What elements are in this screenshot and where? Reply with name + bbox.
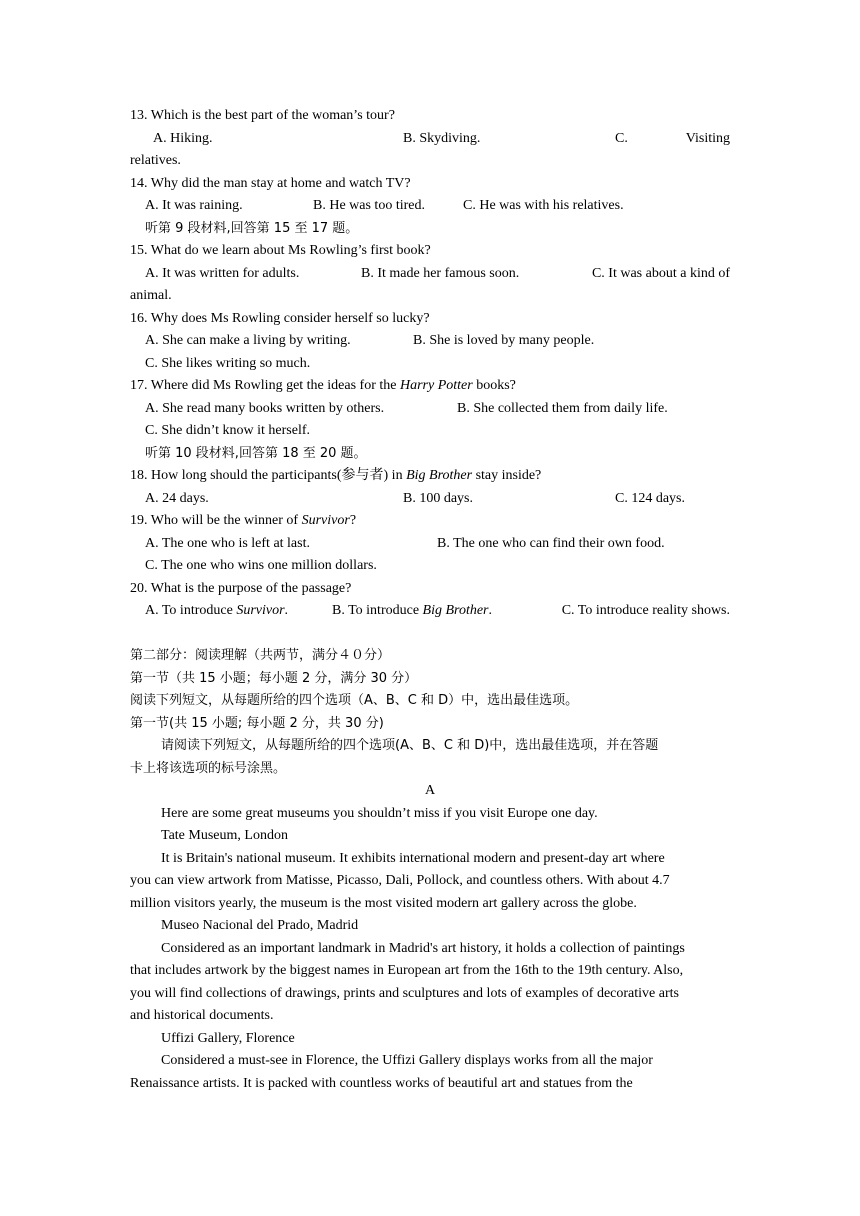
question-19-stem	[130, 510, 730, 533]
q20-a-end: .	[284, 603, 289, 618]
q16-option-b: B. She is loved by many people.	[413, 333, 595, 348]
museum-3-line-2: Renaissance artists. It is packed with countless works of beautiful art and statues from the	[130, 1075, 633, 1091]
museum-1-title: Tate Museum, London	[161, 828, 288, 843]
question-13-stem: 13. Which is the best part of the woman’s tour?	[130, 108, 395, 123]
question-20-options	[130, 600, 730, 623]
museum-3-line-1: Considered a must-see in Florence, the Uffizi Gallery displays works from all the major	[161, 1053, 653, 1068]
museum-2-line-4: and historical documents.	[130, 1008, 274, 1023]
q18-option-a: A. 24 days.	[145, 490, 209, 506]
q17-option-a: A. She read many books written by others.	[145, 400, 385, 416]
reading-instruction-2-line1: 请阅读下列短文，从每题所给的四个选项(A、B、C 和 D)中，选出最佳选项，并在答题	[161, 738, 659, 753]
q19-option-c: C. The one who wins one million dollars.	[145, 558, 377, 573]
question-17-options	[130, 398, 730, 421]
question-20-stem: 20. What is the purpose of the passage?	[130, 580, 352, 596]
q18-stem-end: stay inside?	[472, 468, 542, 483]
q18-option-b: B. 100 days.	[403, 490, 473, 506]
q20-option-c: C. To introduce reality shows.	[561, 603, 730, 618]
q15-option-c-cont: animal.	[130, 288, 172, 303]
section-10-instruction: 听第 10 段材料,回答第 18 至 20 题。	[145, 445, 367, 461]
q17-option-b: B. She collected them from daily life.	[457, 400, 668, 416]
q19-option-a: A. The one who is left at last.	[145, 535, 310, 551]
q14-option-a: A. It was raining.	[145, 198, 243, 213]
question-15-options	[130, 263, 730, 286]
q13-option-c-text: Visiting	[685, 130, 730, 146]
q20-b-text: B. To introduce	[332, 603, 423, 618]
q20-b-end: .	[488, 603, 493, 618]
passage-label: A	[424, 783, 436, 798]
section-9-instruction: 听第 9 段材料,回答第 15 至 17 题。	[145, 220, 359, 236]
q14-option-b: B. He was too tired.	[313, 198, 425, 213]
q19-stem-text: 19. Who will be the winner of	[130, 513, 302, 528]
q17-stem-end: books?	[472, 378, 516, 393]
q17-stem-text: 17. Where did Ms Rowling get the ideas for the	[130, 378, 400, 393]
reading-instruction-2-line2: 卡上将该选项的标号涂黑。	[130, 760, 287, 776]
passage-intro: Here are some great museums you shouldn’t miss if you visit Europe one day.	[161, 805, 598, 821]
museum-1-line-3: million visitors yearly, the museum is the most visited modern art gallery across the globe.	[130, 895, 637, 911]
q13-option-c-letter: C.	[615, 130, 628, 146]
q20-option-b	[332, 600, 492, 623]
question-14-stem: 14. Why did the man stay at home and watch TV?	[130, 175, 411, 191]
museum-2-line-1: Considered as an important landmark in Madrid's art history, it holds a collection of paintings	[161, 940, 685, 956]
q20-b-title: Big Brother	[422, 603, 489, 618]
q16-option-a: A. She can make a living by writing.	[145, 333, 351, 348]
q16-option-c: C. She likes writing so much.	[145, 355, 311, 371]
museum-2-line-2: that includes artwork by the biggest names in European art from the 16th to the 19th century. Also,	[130, 963, 684, 978]
question-18-stem	[130, 465, 730, 488]
q19-stem-end: ?	[349, 513, 357, 528]
q14-option-c: C. He was with his relatives.	[463, 198, 624, 213]
q20-option-a	[145, 603, 288, 618]
section-one-heading-alt: 第一节(共 15 小题; 每小题 2 分，共 30 分)	[130, 715, 384, 731]
question-16-options	[130, 330, 730, 353]
reading-instruction: 阅读下列短文，从每题所给的四个选项（A、B、C 和 D）中，选出最佳选项。	[130, 693, 579, 708]
q17-stem-title: Harry Potter	[399, 378, 473, 393]
museum-2-line-3: you will find collections of drawings, prints and sculptures and lots of examples of decorative arts	[130, 985, 679, 1001]
question-15-stem: 15. What do we learn about Ms Rowling’s first book?	[130, 243, 431, 258]
q18-option-c: C. 124 days.	[615, 490, 685, 506]
part-two-title: 第二部分：阅读理解（共两节，满分４０分）	[130, 648, 391, 663]
question-13-options	[130, 128, 730, 151]
q18-stem-text: 18. How long should the participants(参与者) in	[130, 468, 407, 483]
q19-stem-title: Survivor	[301, 513, 350, 528]
q13-option-a: A. Hiking.	[153, 130, 213, 146]
document-page	[130, 105, 730, 1095]
q20-a-text: A. To introduce	[145, 603, 237, 618]
q18-stem-title: Big Brother	[406, 468, 473, 483]
spacer	[130, 623, 730, 646]
q13-option-c-cont: relatives.	[130, 153, 181, 168]
question-19-options	[130, 533, 730, 556]
museum-1-line-2: you can view artwork from Matisse, Picasso, Dali, Pollock, and countless others. With about 4.7	[130, 873, 670, 888]
q15-option-c: C. It was about a kind of	[591, 265, 730, 281]
q19-option-b: B. The one who can find their own food.	[437, 535, 665, 551]
question-16-stem: 16. Why does Ms Rowling consider herself so lucky?	[130, 310, 430, 326]
q15-option-b: B. It made her famous soon.	[361, 265, 520, 281]
museum-3-title: Uffizi Gallery, Florence	[161, 1030, 295, 1046]
museum-1-line-1: It is Britain's national museum. It exhibits international modern and present-day art where	[161, 850, 665, 866]
question-17-stem	[130, 375, 730, 398]
q17-option-c: C. She didn’t know it herself.	[145, 423, 311, 438]
question-14-options	[130, 195, 730, 218]
museum-2-title: Museo Nacional del Prado, Madrid	[161, 918, 359, 933]
q15-option-a: A. It was written for adults.	[145, 265, 300, 281]
q20-a-title: Survivor	[236, 603, 285, 618]
section-one-heading: 第一节（共 15 小题；每小题 2 分，满分 30 分）	[130, 670, 418, 686]
question-18-options	[130, 488, 730, 511]
q13-option-b: B. Skydiving.	[403, 130, 481, 146]
